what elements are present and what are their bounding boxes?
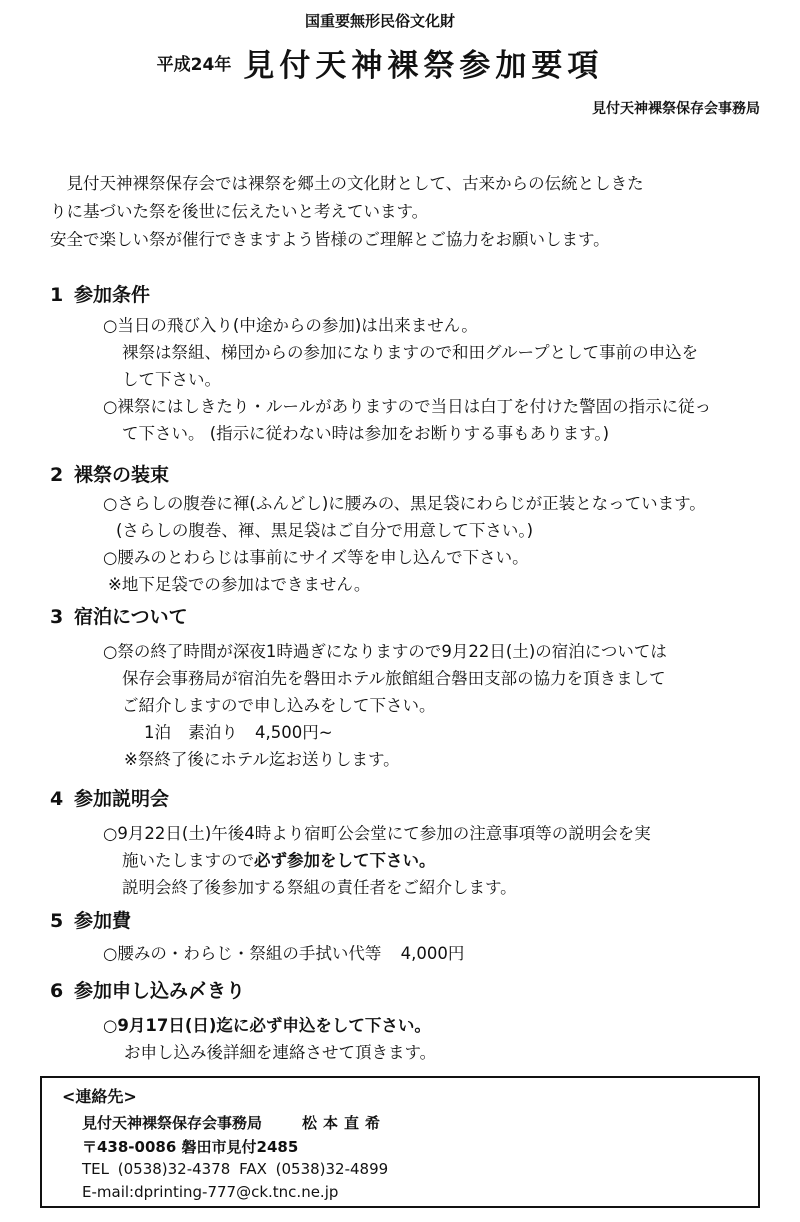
section-heading-5 (50, 906, 131, 933)
contact-address: 〒438-0086 磐田市見付2485 (82, 1138, 299, 1156)
section-heading-2 (50, 460, 169, 487)
section-title: 参加条件 (74, 284, 151, 306)
section-1-line: 裸祭は祭組、梯団からの参加になりますので和田グループとして事前の申込を (122, 343, 699, 362)
section-6-line: ○9月17日(日)迄に必ず申込をして下さい。 (103, 1016, 431, 1035)
intro-line: りに基づいた祭を後世に伝えたいと考えています。 (50, 202, 429, 221)
cultural-property-designation: 国重要無形民俗文化財 (304, 12, 455, 30)
contact-email[interactable]: E-mail:dprinting-777@ck.tnc.ne.jp (82, 1183, 339, 1201)
section-number: 5 (50, 910, 64, 932)
section-title: 裸祭の装束 (74, 464, 170, 486)
contact-office (82, 1112, 386, 1133)
section-heading-6 (50, 976, 245, 1003)
section-3-line: 保存会事務局が宿泊先を磐田ホテル旅館組合磐田支部の協力を頂きまして (122, 669, 666, 688)
contact-box (40, 1076, 760, 1208)
section-2-line: ○腰みのとわらじは事前にサイズ等を申し込んで下さい。 (103, 548, 529, 567)
section-1-line: ○裸祭にはしきたり・ルールがありますので当日は白丁を付けた警固の指示に従っ (103, 397, 712, 416)
section-3-line: ご紹介しますので申し込みをして下さい。 (122, 696, 436, 715)
page-title (0, 40, 800, 85)
section-4-emphasis: 必ず参加をして下さい。 (254, 851, 436, 870)
section-title: 参加申し込み〆きり (74, 980, 246, 1002)
section-number: 6 (50, 980, 64, 1002)
section-heading-4 (50, 784, 169, 811)
section-number: 1 (50, 284, 64, 306)
contact-heading: <連絡先> (62, 1087, 137, 1106)
section-1-line: して下さい。 (122, 370, 221, 389)
contact-person: 松本直希 (302, 1114, 387, 1132)
section-title: 宿泊について (74, 606, 188, 628)
section-5-line: ○腰みの・わらじ・祭組の手拭い代等 4,000円 (103, 944, 465, 963)
intro-line: 安全で楽しい祭が催行できますよう皆様のご理解とご協力をお願いします。 (50, 230, 610, 249)
section-3-line: ※祭終了後にホテル迄お送りします。 (124, 750, 400, 769)
section-1-line: ○当日の飛び入り(中途からの参加)は出来ません。 (103, 316, 478, 335)
section-number: 2 (50, 464, 64, 486)
section-2-line: ○さらしの腹巻に褌(ふんどし)に腰みの、黒足袋にわらじが正装となっています。 (103, 494, 706, 513)
contact-phone: TEL (0538)32-4378 FAX (0538)32-4899 (82, 1160, 389, 1178)
section-4-line: ○9月22日(土)午後4時より宿町公会堂にて参加の注意事項等の説明会を実 (103, 824, 651, 843)
section-4-line: 説明会終了後参加する祭組の責任者をご紹介します。 (122, 878, 517, 897)
intro-paragraph (50, 170, 770, 254)
intro-line: 見付天神裸祭保存会では裸祭を郷土の文化財として、古来からの伝統としきた (66, 174, 644, 193)
section-heading-1 (50, 280, 150, 307)
section-1-line: て下さい。 (指示に従わない時は参加をお断りする事もあります。) (122, 424, 610, 443)
section-2-line: ※地下足袋での参加はできません。 (108, 575, 371, 594)
title-year: 平成24年 (156, 55, 232, 75)
section-number: 4 (50, 788, 64, 810)
section-heading-3 (50, 602, 188, 629)
section-4-text: 施いたしますので (122, 851, 254, 870)
section-6-line: お申し込み後詳細を連絡させて頂きます。 (124, 1043, 437, 1062)
section-number: 3 (50, 606, 64, 628)
title-main: 見付天神裸祭参加要項 (243, 48, 604, 84)
section-3-line: 1泊 素泊り 4,500円~ (144, 723, 333, 742)
section-2-line: (さらしの腹巻、褌、黒足袋はご自分で用意して下さい。) (116, 521, 534, 540)
contact-office-name: 見付天神裸祭保存会事務局 (82, 1114, 263, 1132)
section-title: 参加説明会 (74, 788, 170, 810)
section-3-line: ○祭の終了時間が深夜1時過ぎになりますので9月22日(土)の宿泊については (103, 642, 667, 661)
issuing-organization: 見付天神裸祭保存会事務局 (592, 101, 760, 117)
section-title: 参加費 (74, 910, 132, 932)
section-4-line (122, 847, 436, 871)
